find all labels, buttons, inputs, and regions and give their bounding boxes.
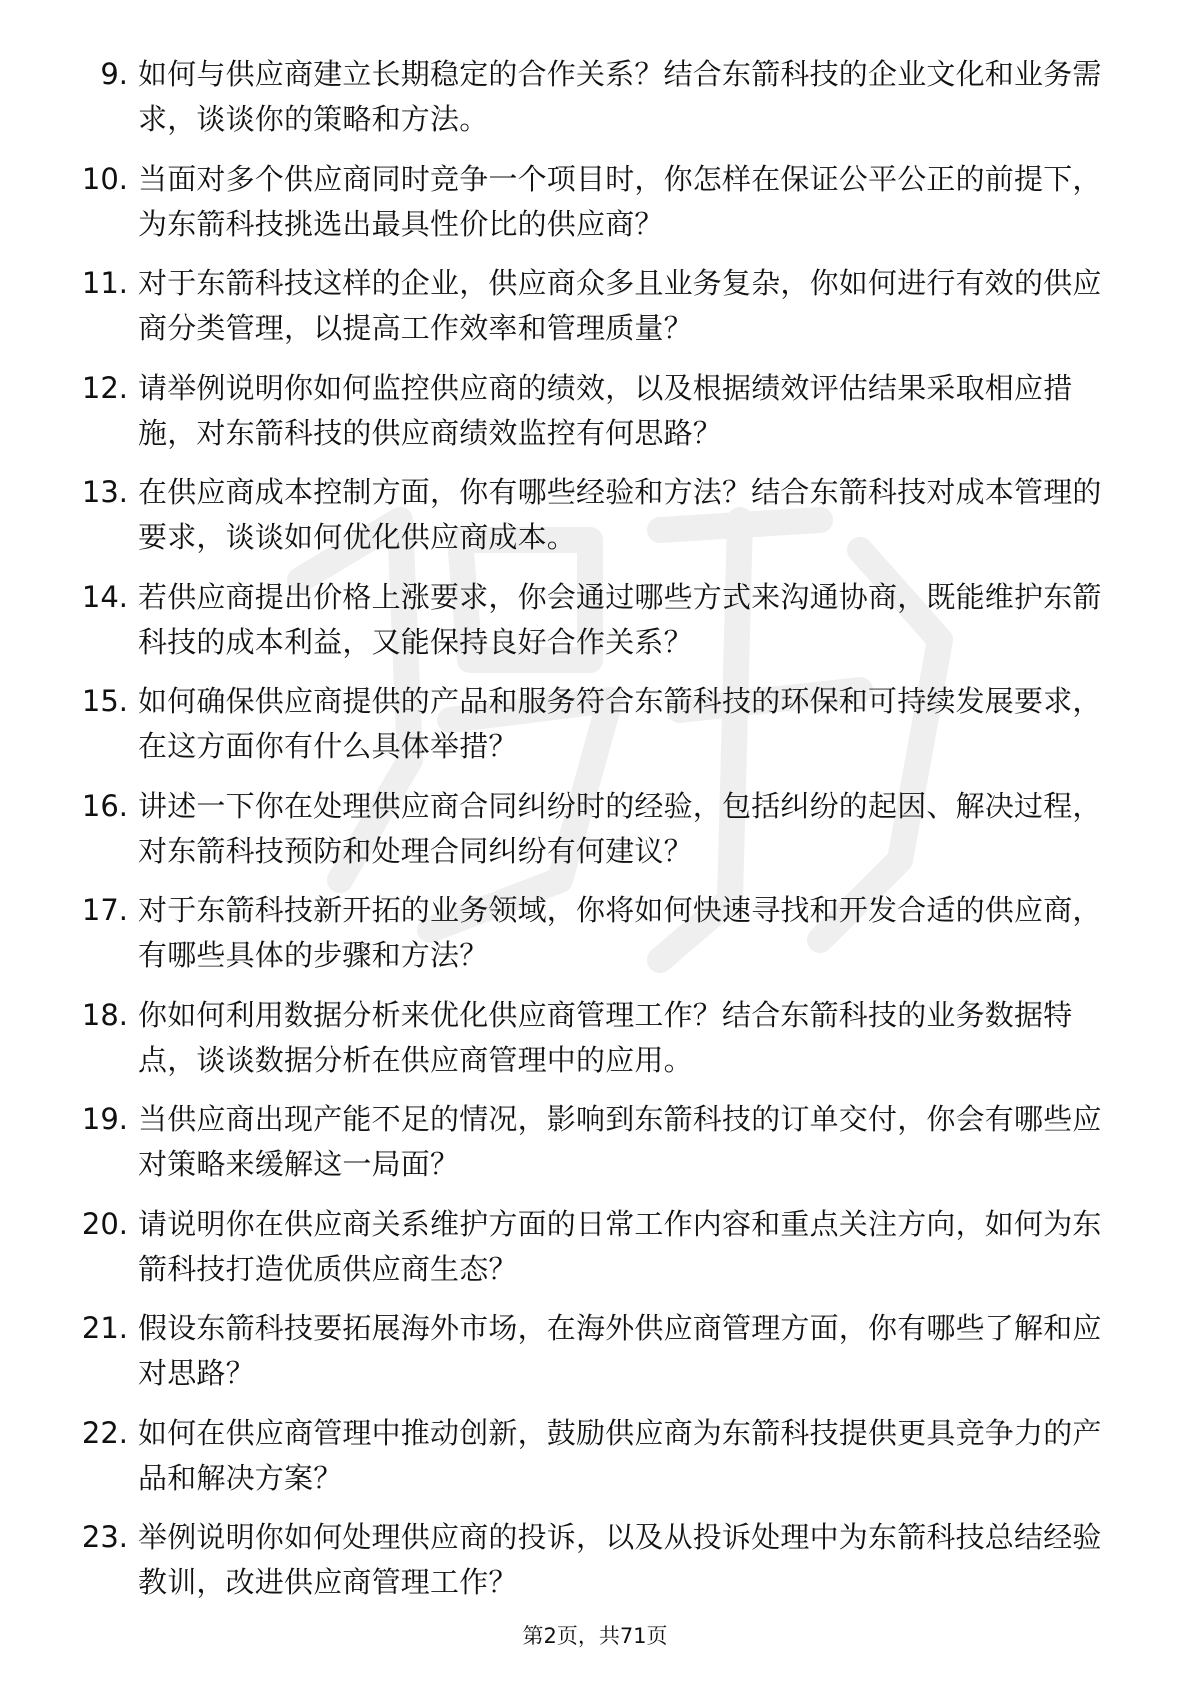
question-text: 请举例说明你如何监控供应商的绩效，以及根据绩效评估结果采取相应措施，对东箭科技的供应商绩效监控有何思路？	[138, 370, 1073, 450]
question-number: 11.	[81, 266, 128, 300]
question-text: 如何确保供应商提供的产品和服务符合东箭科技的环保和可持续发展要求，在这方面你有什么具体举措？	[138, 684, 1102, 763]
question-text: 若供应商提出价格上涨要求，你会通过哪些方式来沟通协商，既能维护东箭科技的成本利益，又能保持良好合作关系？	[138, 579, 1102, 659]
question-text: 你如何利用数据分析来优化供应商管理工作？结合东箭科技的业务数据特点，谈谈数据分析在供应商管理中的应用。	[138, 997, 1073, 1077]
question-number: 17.	[81, 893, 128, 927]
question-item	[60, 470, 1120, 560]
question-text: 举例说明你如何处理供应商的投诉，以及从投诉处理中为东箭科技总结经验教训，改进供应商管理工作？	[138, 1520, 1102, 1599]
page-number-footer: 第2页，共71页	[522, 1624, 668, 1648]
question-item	[60, 261, 1120, 351]
question-number: 23.	[81, 1520, 128, 1554]
question-item	[60, 575, 1120, 665]
question-text: 当面对多个供应商同时竞争一个项目时，你怎样在保证公平公正的前提下，为东箭科技挑选出最具性价比的供应商？	[138, 161, 1102, 241]
question-item	[60, 993, 1120, 1083]
question-text: 在供应商成本控制方面，你有哪些经验和方法？结合东箭科技对成本管理的要求，谈谈如何优化供应商成本。	[138, 475, 1102, 554]
question-text: 请说明你在供应商关系维护方面的日常工作内容和重点关注方向，如何为东箭科技打造优质供应商生态？	[138, 1206, 1102, 1286]
question-number: 15.	[81, 684, 128, 718]
question-number: 18.	[81, 997, 128, 1032]
question-number: 16.	[81, 788, 128, 823]
question-number: 12.	[81, 370, 128, 405]
question-item	[60, 1097, 1120, 1187]
question-item	[60, 679, 1120, 769]
question-text: 假设东箭科技要拓展海外市场，在海外供应商管理方面，你有哪些了解和应对思路？	[138, 1311, 1102, 1390]
question-number: 13.	[81, 475, 128, 509]
question-item	[60, 157, 1120, 247]
question-item	[60, 1306, 1120, 1396]
question-number: 9.	[100, 57, 128, 91]
question-text: 如何在供应商管理中推动创新，鼓励供应商为东箭科技提供更具竞争力的产品和解决方案？	[138, 1415, 1102, 1495]
question-number: 10.	[81, 161, 128, 196]
question-text: 对于东箭科技这样的企业，供应商众多且业务复杂，你如何进行有效的供应商分类管理，以提高工作效率和管理质量？	[138, 266, 1102, 345]
question-item	[60, 1202, 1120, 1292]
question-text: 如何与供应商建立长期稳定的合作关系？结合东箭科技的企业文化和业务需求，谈谈你的策略和方法。	[138, 57, 1102, 136]
question-item	[60, 888, 1120, 978]
question-text: 当供应商出现产能不足的情况，影响到东箭科技的订单交付，你会有哪些应对策略来缓解这一局面？	[138, 1102, 1102, 1181]
question-text: 讲述一下你在处理供应商合同纠纷时的经验，包括纠纷的起因、解决过程，对东箭科技预防和处理合同纠纷有何建议？	[138, 788, 1102, 868]
question-number: 21.	[81, 1311, 128, 1345]
question-item	[60, 1515, 1120, 1605]
question-list	[60, 52, 1120, 1620]
question-number: 19.	[81, 1102, 128, 1136]
question-number: 20.	[81, 1206, 128, 1241]
question-item	[60, 366, 1120, 456]
question-text: 对于东箭科技新开拓的业务领域，你将如何快速寻找和开发合适的供应商，有哪些具体的步骤和方法？	[138, 893, 1102, 972]
question-number: 22.	[81, 1415, 128, 1450]
question-item	[60, 52, 1120, 142]
question-item	[60, 1411, 1120, 1501]
question-item	[60, 784, 1120, 874]
question-number: 14.	[81, 579, 128, 614]
